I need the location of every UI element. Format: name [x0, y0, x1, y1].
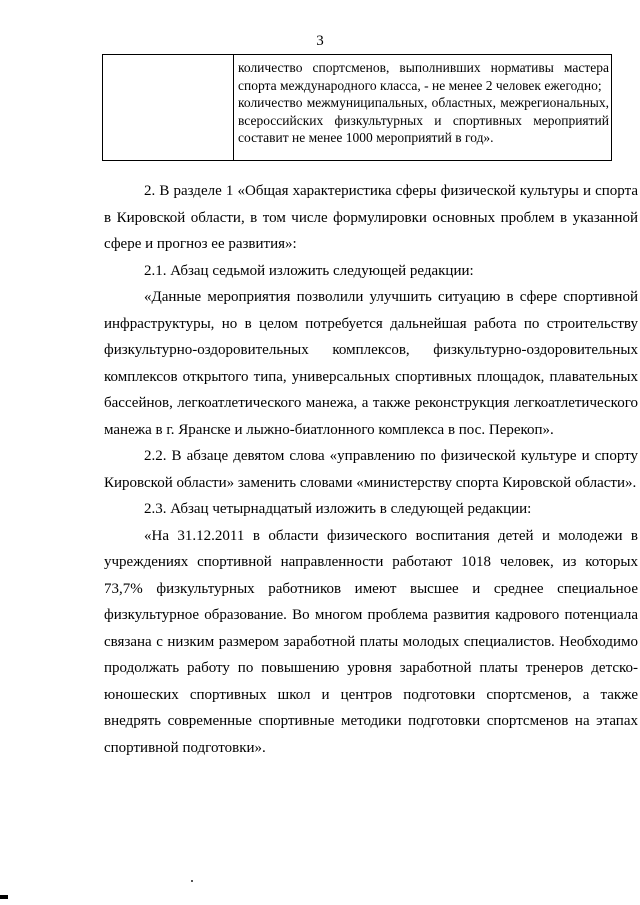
paragraph-2-2: 2.2. В абзаце девятом слова «управлению по физической культуре и спорту Кировской области» заменить словами «министерству спорта Кировской области».: [104, 448, 638, 491]
scan-dot: [191, 880, 193, 882]
paragraph-quote-staff: «На 31.12.2011 в области физического воспитания детей и молодежи в учреждениях спортивной направленности работают 1018 человек, из которых 73,7% физкультурных работников имеют высшее и среднее специальное физкультурное образование. Во многом проблема развития кадрового потенциала связана с низким размером заработной платы молодых специалистов. Необходимо продолжать работу по повышению уровня заработной платы тренеров детско-юношеских спортивных школ и центров подготовки спортсменов, а также внедрять современные спортивные методики подготовки спортсменов на этапах спортивной подготовки».: [104, 527, 638, 756]
table-left-cell: [103, 55, 234, 160]
document-body: [104, 178, 638, 761]
paragraph-section-2: 2. В разделе 1 «Общая характеристика сферы физической культуры и спорта в Кировской области, в том числе формулировки основных проблем в указанной сфере и прогноз ее развития»:: [104, 183, 638, 252]
table-cell-text: количество спортсменов, выполнивших нормативы мастера спорта международного класса, - не менее 2 человек ежегодно;: [238, 60, 609, 93]
table-cell-text: количество межмуниципальных, областных, межрегиональных, всероссийских физкультурных и спортивных мероприятий составит не менее 1000 мероприятий в год».: [238, 95, 609, 145]
table-right-cell: [234, 55, 611, 160]
paragraph-2-3: 2.3. Абзац четырнадцатый изложить в следующей редакции:: [144, 501, 532, 517]
paragraph-2-1: 2.1. Абзац седьмой изложить следующей редакции:: [144, 262, 474, 279]
continuation-table: [102, 54, 612, 161]
page-number: 3: [316, 33, 324, 49]
paragraph-quote-infrastructure: «Данные мероприятия позволили улучшить ситуацию в сфере спортивной инфраструктуры, но в целом потребуется дальнейшая работа по строительству физкультурно-оздоровительных комплексов, физкультурно-оздоровительных комплексов открытого типа, универсальных спортивных площадок, плавательных бассейнов, легкоатлетического манежа, а также реконструкция легкоатлетического манежа в г. Яранске и лыжно-биатлонного комплекса в пос. Перекоп».: [104, 289, 638, 438]
scan-edge-mark: [0, 895, 8, 899]
